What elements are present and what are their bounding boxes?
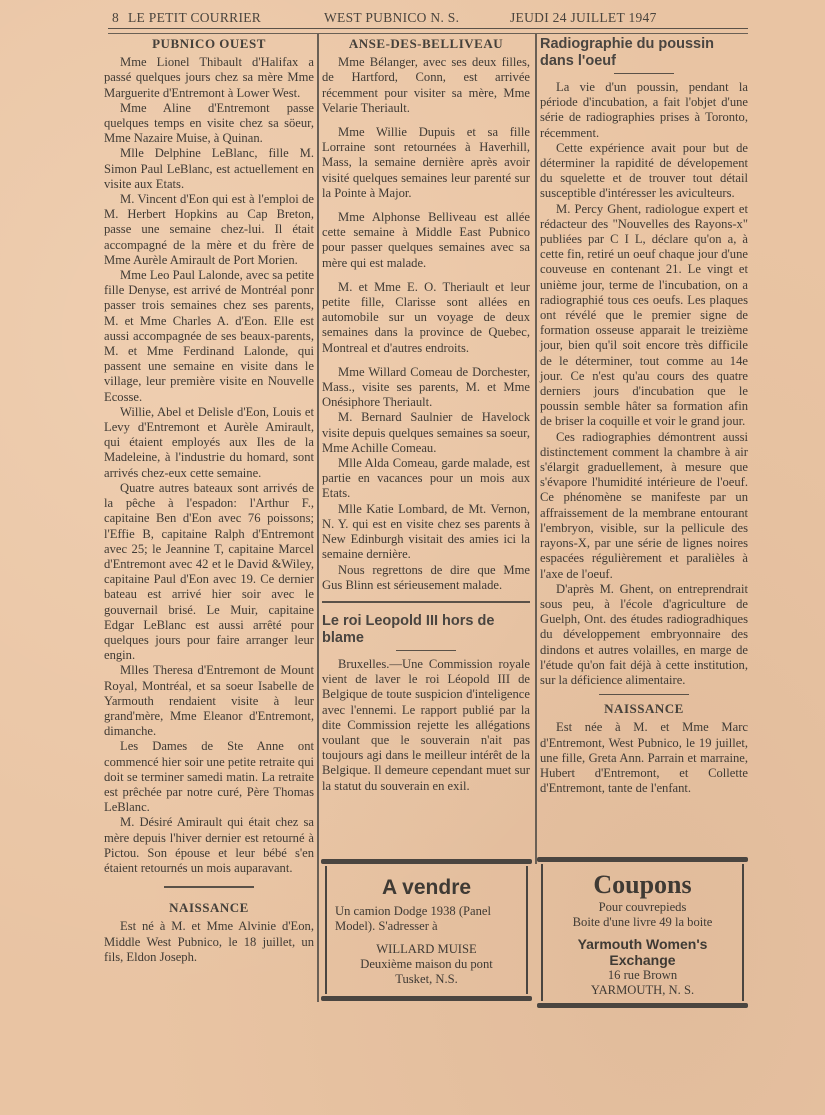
column-divider <box>317 34 319 1002</box>
news-item: M. Vincent d'Eon qui est à l'emploi de M. Herbert Hopkins au Cap Breton, passe une semaine chez-lui. Il était accompagné de la mère et du frère de Mme Aurèle Amirault de Port Morien. <box>104 192 314 267</box>
news-item: Mme Lionel Thibault d'Halifax a passé quelques jours chez sa mère Mme Marguerite d'Entremont à Lower West. <box>104 55 314 100</box>
masthead-rule <box>108 28 748 34</box>
article-paragraph: D'après M. Ghent, on entreprendrait sous peu, à l'école d'agriculture de Guelph, Ont. des études radiogradhiques du développement embryonnaire des dindons et autres volailles, en marge de l'étude qu'on fait déjà à cette institution, sur la déficience alimentaire. <box>540 581 748 687</box>
birth-announcement: Est né à M. et Mme Alvinie d'Eon, Middle West Pubnico, le 18 juillet, un fils, Eldon Joseph. <box>104 919 314 964</box>
title-rule <box>396 650 456 651</box>
ad-border <box>537 857 748 862</box>
location: WEST PUBNICO N. S. <box>324 10 460 25</box>
article-paragraph: La vie d'un poussin, pendant la période d'incubation, a fait l'objet d'une série de radiographies prises à Toronto, récemment. <box>540 80 748 140</box>
paper-name: LE PETIT COURRIER <box>128 10 262 25</box>
ad-organization: Exchange <box>609 952 676 968</box>
news-item: Mlle Delphine LeBlanc, fille M. Simon Paul LeBlanc, est actuellement en visite aux Etats. <box>104 146 314 191</box>
ad-for-sale <box>325 866 528 994</box>
ad-contact-name: WILLARD MUISE <box>376 942 477 956</box>
article-title: Radiographie du poussin dans l'oeuf <box>540 36 715 69</box>
article-body: Bruxelles.—Une Commission royale vient de laver le roi Léopold III de Belgique de toute suspicion d'inteligence avec l'ennemi. Le rapport publié par la dite Commission rejette les allégations voulant que le souverain n'ait pas toujours agi dans le meilleur intérêt de la Belgique. Il demeure cependant muet sur la statut du souverain en exil. <box>322 656 530 793</box>
news-item: Quatre autres bateaux sont arrivés de la pêche à l'espadon: l'Arthur F., capitaine Ben d'Eon avec 76 poissons; l'Effie B, capitaine Ralph d'Entremont avec 25; le Jeannine T, capitaine Marcel d'Entremont avec 42 et le David &Wiley, capitaine Paul d'Eon avec 19. Ce dernier bateau est arrivé hier soir avec le gouvernail brisé. Le Muir, capitaine Edgar LeBlanc est aussi arrêté pour quelques jours pour faire arranger leur engin. <box>104 480 314 663</box>
ad-address: Deuxième maison du pont <box>360 957 493 971</box>
news-item: Mlles Theresa d'Entremont de Mount Royal, Montréal, et sa soeur Isabelle de Yarmouth rendaient visite à leur grand'mère, Mme Eleanor d'Entremont, dimanche. <box>104 663 314 739</box>
ad-coupons <box>541 864 744 1001</box>
section-divider <box>599 694 689 695</box>
ad-address: Tusket, N.S. <box>395 972 458 986</box>
section-heading: PUBNICO OUEST <box>152 36 266 51</box>
page-number: 8 <box>112 10 120 25</box>
ad-title: Coupons <box>593 870 692 899</box>
news-item: Mme Bélanger, avec ses deux filles, de Hartford, Conn, est arrivée récemment pour visiter sa mère, Mme Velarie Theriault. <box>322 55 530 115</box>
column-anse-des-belliveau <box>322 36 530 794</box>
ad-border <box>321 859 532 864</box>
section-divider <box>164 886 254 888</box>
news-item: M. Désiré Amirault qui était chez sa mère depuis l'hiver dernier est retourné à Pictou. Son épouse et leur bébé s'en étaient retournés un mois auparavant. <box>104 815 314 875</box>
article-paragraph: Cette expérience avait pour but de déterminer la rapidité de dévelopement du squelette et de trouver tout détail susceptible d'intéresser les aviculteurs. <box>540 140 748 201</box>
column-radiographie <box>540 36 748 796</box>
section-divider <box>322 601 530 603</box>
ad-border <box>321 996 532 1001</box>
article-paragraph: M. Percy Ghent, radiologue expert et rédacteur des "Nouvelles des Rayons-x" publiées par C I L, déclare qu'on a, à cette fin, retiré un oeuf chaque jour d'une couveuse en contenant 21. Le vingt et unième jour, terme de l'incubation, on a radiographié tous ces oeufs. Les plaques ont révélé que le premier signe de formation osseuse apparait le treizième jour, bien qu'il soit encore très difficile de le déterminer, tout comme au 14e jour. Ce n'est qu'au cours des quatre derniers jours d'incubation que le poussin semble hâter sa formation afin de briser la coquille et voir le grand jour. <box>540 201 748 429</box>
ad-price: Boite d'une livre 49 la boite <box>572 915 713 929</box>
birth-announcement: Est née à M. et Mme Marc d'Entremont, West Pubnico, le 19 juillet, une fille, Greta Ann. Parrain et marraine, Hubert d'Entremont, et Collette d'Entremont, tante de l'enfant. <box>540 720 748 796</box>
news-item: M. et Mme E. O. Theriault et leur petite fille, Clarisse sont allées en automobile sur un voyage de deux semaines dans la province de Quebec, Montreal et d'autres endroits. <box>322 279 530 355</box>
masthead <box>112 8 742 30</box>
column-pubnico-ouest <box>104 36 314 965</box>
ad-text: Un camion Dodge 1938 (Panel Model). S'adresser à <box>335 904 491 933</box>
ad-text: Pour couvrepieds <box>598 900 687 914</box>
news-item: Les Dames de Ste Anne ont commencé hier soir une petite retraite qui doit se terminer samedi matin. La retraite est prêchée par notre curé, Père Thomas LeBlanc. <box>104 739 314 815</box>
ad-address: YARMOUTH, N. S. <box>590 983 695 997</box>
news-item: Mme Willie Dupuis et sa fille Lorraine sont retournées à Haverhill, Mass, la semaine dernière après avoir visité quelques semaines leur parenté sur la Pointe à Major. <box>322 125 530 200</box>
news-item: Mlle Katie Lombard, de Mt. Vernon, N. Y. qui est en visite chez ses parents à New Edinburgh visitait des amies ici la semaine dernière. <box>322 501 530 562</box>
news-item: Mlle Alda Comeau, garde malade, est partie en vacances pour un mois aux Etats. <box>322 456 530 501</box>
news-item: Mme Leo Paul Lalonde, avec sa petite fille Denyse, est arrivé de Montréal ponr passer trois semaines chez ses parents, M. et Mme Charles A. d'Eon. Elle est aussi accompagnée de ses beaux-parents, M. et Mme Ferdinand Lalonde, qui passent une semaine en visite dans le village, leur première visite en Nouvelle Ecosse. <box>104 268 314 404</box>
section-heading: ANSE-DES-BELLIVEAU <box>348 36 504 51</box>
ad-title: A vendre <box>381 876 472 899</box>
title-rule <box>614 73 674 74</box>
news-item: Willie, Abel et Delisle d'Eon, Louis et Levy d'Entremont et Aurèle Amirault, qui étaient employés aux Iles de la Madeleine, à l'industrie du homard, sont arrivés chez-eux cette semaine. <box>104 404 314 480</box>
news-item: Mme Aline d'Entremont passe quelques temps en visite chez sa söeur, Mme Nazaire Muise, à Quinan. <box>104 100 314 146</box>
article-title: Le roi Leopold III hors de blame <box>322 612 495 646</box>
issue-date: JEUDI 24 JUILLET 1947 <box>510 10 657 25</box>
news-item: M. Bernard Saulnier de Havelock visite depuis quelques semaines sa soeur, Mme Achille Comeau. <box>322 410 530 455</box>
ad-organization: Yarmouth Women's <box>577 936 708 952</box>
birth-heading: NAISSANCE <box>169 900 249 916</box>
ad-address: 16 rue Brown <box>607 968 678 982</box>
ad-border <box>537 1003 748 1008</box>
column-divider <box>535 34 537 864</box>
news-item: Nous regrettons de dire que Mme Gus Blinn est sérieusement malade. <box>322 562 530 592</box>
article-paragraph: Ces radiographies démontrent aussi distinctement comment la chambre à air s'élargit graduellement, à mesure que s'évapore l'humidité intérieure de l'oeuf. Ce phénomène se manifeste par un affraissement de la membrane entourant l'embryon, visible, sur la pellicule des rayons-X, par une série de lignes noires espacées régulièrement et paralièles à l'axe de l'oeuf. <box>540 429 748 581</box>
news-item: Mme Alphonse Belliveau est allée cette semaine à Middle East Pubnico pour passer quelques semaines avec sa mère qui est malade. <box>322 210 530 270</box>
birth-heading: NAISSANCE <box>604 701 684 717</box>
news-item: Mme Willard Comeau de Dorchester, Mass., visite ses parents, M. et Mme Onésiphore Theriault. <box>322 364 530 410</box>
